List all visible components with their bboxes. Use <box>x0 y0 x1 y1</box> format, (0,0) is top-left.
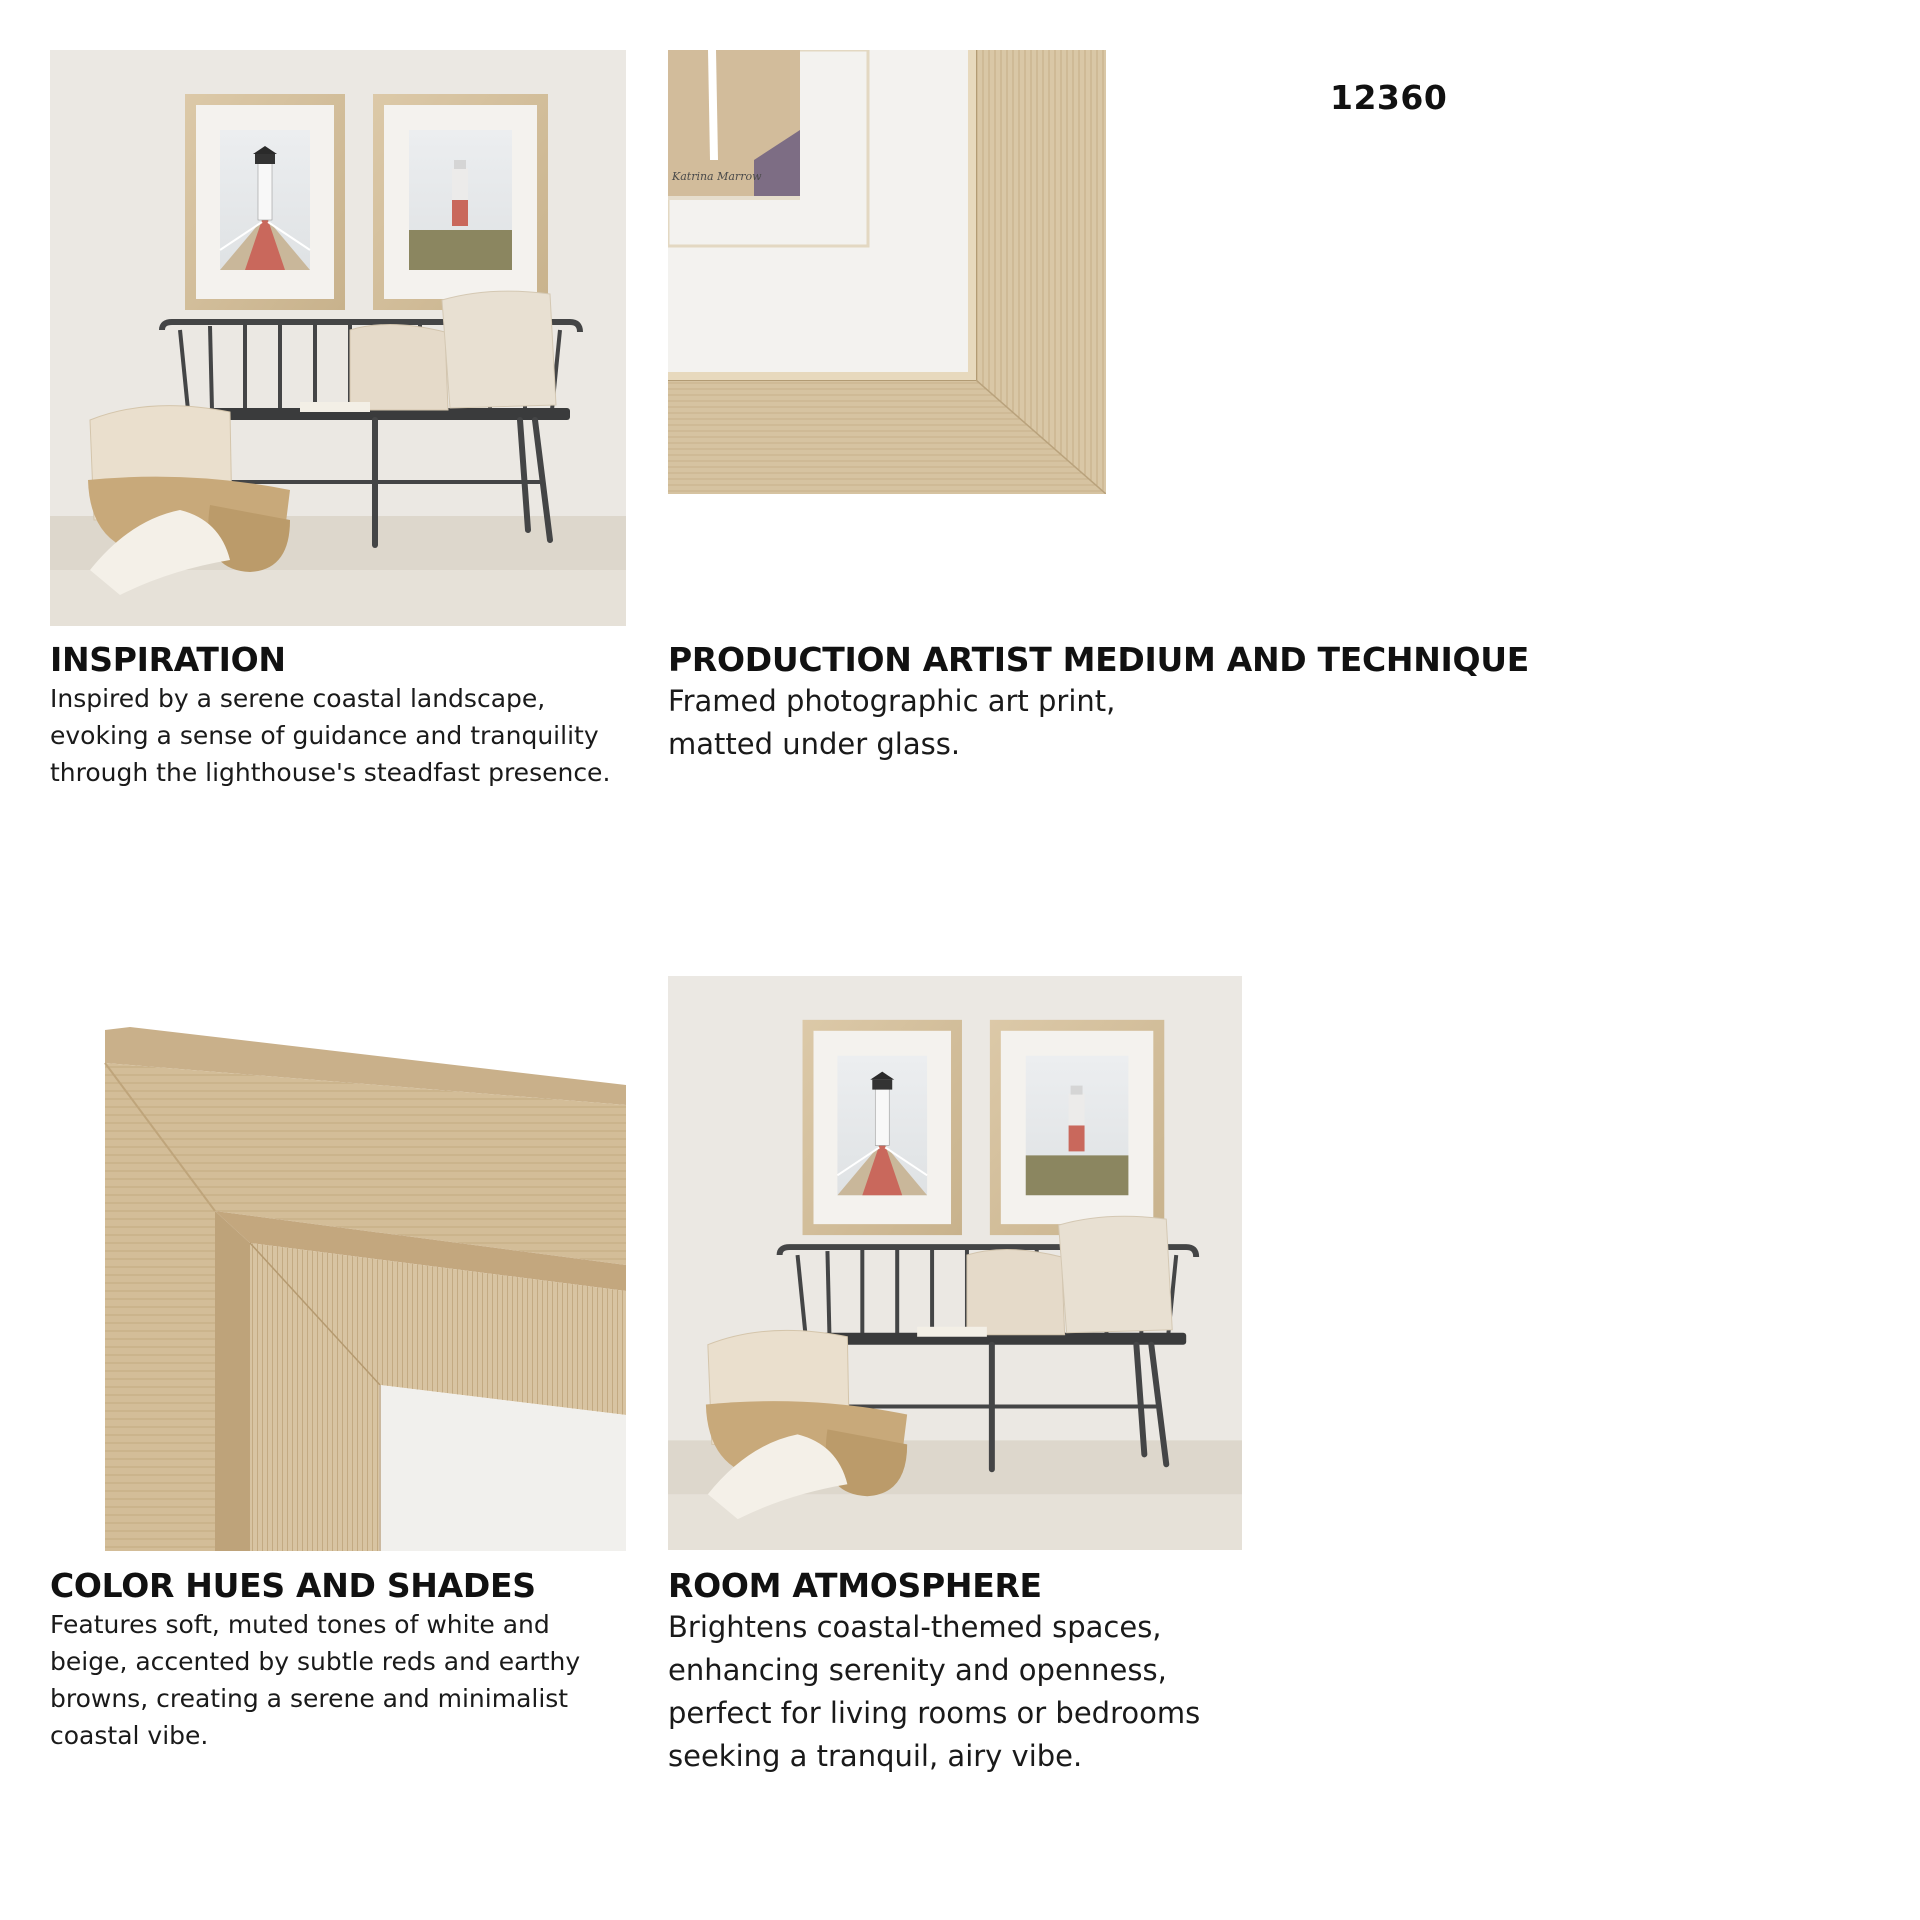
inspiration-heading: INSPIRATION <box>50 640 286 679</box>
inspiration-text: Inspired by a serene coastal landscape, evoking a sense of guidance and tranquility through the lighthouse's steadfast presence. <box>50 684 611 787</box>
color-heading: COLOR HUES AND SHADES <box>50 1566 536 1605</box>
room-section <box>668 1566 1228 1778</box>
wood-corner-closeup-photo <box>50 975 626 1551</box>
color-text: Features soft, muted tones of white and beige, accented by subtle reds and earthy browns, creating a serene and minimalist coastal vibe. <box>50 1610 581 1750</box>
wood-corner-illustration <box>50 975 626 1551</box>
production-text: Framed photographic art print, matted under glass. <box>668 684 1116 761</box>
room-scene-illustration-1 <box>50 50 626 626</box>
production-heading: PRODUCTION ARTIST MEDIUM AND TECHNIQUE <box>668 640 1530 679</box>
room-heading: ROOM ATMOSPHERE <box>668 1566 1042 1605</box>
frame-corner-closeup-photo <box>668 50 1106 494</box>
color-section <box>50 1566 610 1754</box>
room-scene-illustration-2 <box>668 975 1242 1551</box>
photo-signature: Katrina Marrow <box>672 170 762 183</box>
inspiration-section <box>50 640 650 791</box>
product-code: 12360 <box>1330 78 1448 117</box>
production-section <box>668 640 1530 766</box>
room-scene-photo-1 <box>50 50 626 626</box>
room-text: Brightens coastal-themed spaces, enhancing serenity and openness, perfect for living rooms or bedrooms seeking a tranquil, airy vibe. <box>668 1610 1201 1773</box>
frame-corner-illustration <box>668 50 1106 494</box>
room-scene-photo-2 <box>668 975 1242 1551</box>
